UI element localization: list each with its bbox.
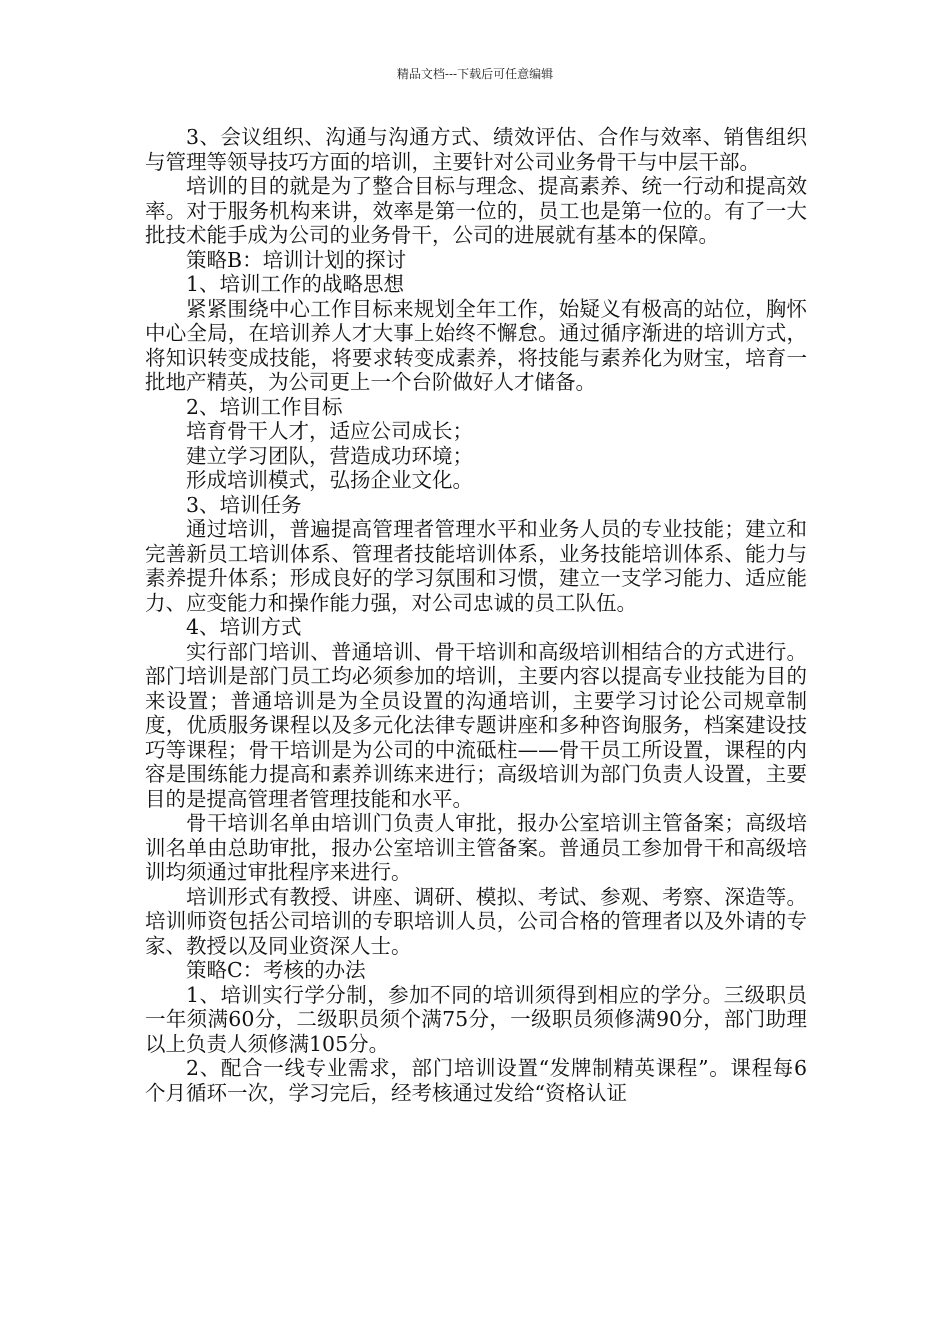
paragraph: 培训的目的就是为了整合目标与理念、提高素养、统一行动和提高效率。对于服务机构来讲，效率是第一位的，员工也是第一位的。有了一大批技术能手成为公司的业务骨干，公司的进展就有基本的保障。 bbox=[145, 174, 807, 247]
paragraph: 骨干培训名单由培训门负责人审批，报办公室培训主管备案；高级培训名单由总助审批，报办公室培训主管备案。普通员工参加骨干和高级培训均须通过审批程序来进行。 bbox=[145, 811, 807, 884]
subsection-heading: 1、培训工作的战略思想 bbox=[186, 272, 405, 296]
page-header: 精品文档---下载后可任意编辑 bbox=[396, 67, 554, 81]
section-heading: 策略B：培训计划的探讨 bbox=[186, 247, 407, 272]
subsection-heading: 2、培训工作目标 bbox=[186, 394, 343, 419]
document-body bbox=[145, 125, 807, 1105]
paragraph: 1、培训实行学分制，参加不同的培训须得到相应的学分。三级职员一年须满60分，二级职员须个满75分，一级职员须修满90分，部门助理以上负责人须修满105分。 bbox=[145, 982, 807, 1056]
paragraph: 培训形式有教授、讲座、调研、模拟、考试、参观、考察、深造等。培训师资包括公司培训的专职培训人员，公司合格的管理者以及外请的专家、教授以及同业资深人士。 bbox=[145, 884, 807, 958]
list-item: 形成培训模式，弘扬企业文化。 bbox=[186, 468, 473, 492]
subsection-heading: 4、培训方式 bbox=[186, 615, 302, 639]
paragraph: 2、配合一线专业需求，部门培训设置“发牌制精英课程”。课程每6个月循环一次，学习完后，经考核通过发给“资格认证 bbox=[145, 1056, 807, 1105]
paragraph: 通过培训，普遍提高管理者管理水平和业务人员的专业技能；建立和完善新员工培训体系、管理者技能培训体系，业务技能培训体系、能力与素养提升体系；形成良好的学习氛围和习惯，建立一支学习能力、适应能力、应变能力和操作能力强，对公司忠诚的员工队伍。 bbox=[145, 517, 807, 615]
paragraph: 紧紧围绕中心工作目标来规划全年工作，始疑义有极高的站位，胸怀中心全局，在培训养人才大事上始终不懈怠。通过循序渐进的培训方式，将知识转变成技能，将要求转变成素养，将技能与素养化为财宝，培育一批地产精英，为公司更上一个台阶做好人才储备。 bbox=[145, 296, 807, 394]
paragraph: 实行部门培训、普通培训、骨干培训和高级培训相结合的方式进行。部门培训是部门员工均必须参加的培训，主要内容以提高专业技能为目的来设置；普通培训是为全员设置的沟通培训，主要学习讨论公司规章制度，优质服务课程以及多元化法律专题讲座和多种咨询服务，档案建设技巧等课程；骨干培训是为公司的中流砥柱——骨干员工所设置，课程的内容是围练能力提高和素养训练来进行；高级培训为部门负责人设置，主要目的是提高管理者管理技能和水平。 bbox=[145, 639, 807, 811]
list-item: 培育骨干人才，适应公司成长； bbox=[186, 419, 473, 443]
subsection-heading: 3、培训任务 bbox=[186, 492, 302, 517]
list-item: 建立学习团队，营造成功环境； bbox=[186, 443, 473, 468]
section-heading: 策略C：考核的办法 bbox=[186, 958, 366, 982]
paragraph: 3、会议组织、沟通与沟通方式、绩效评估、合作与效率、销售组织与管理等领导技巧方面的培训，主要针对公司业务骨干与中层干部。 bbox=[145, 125, 807, 174]
